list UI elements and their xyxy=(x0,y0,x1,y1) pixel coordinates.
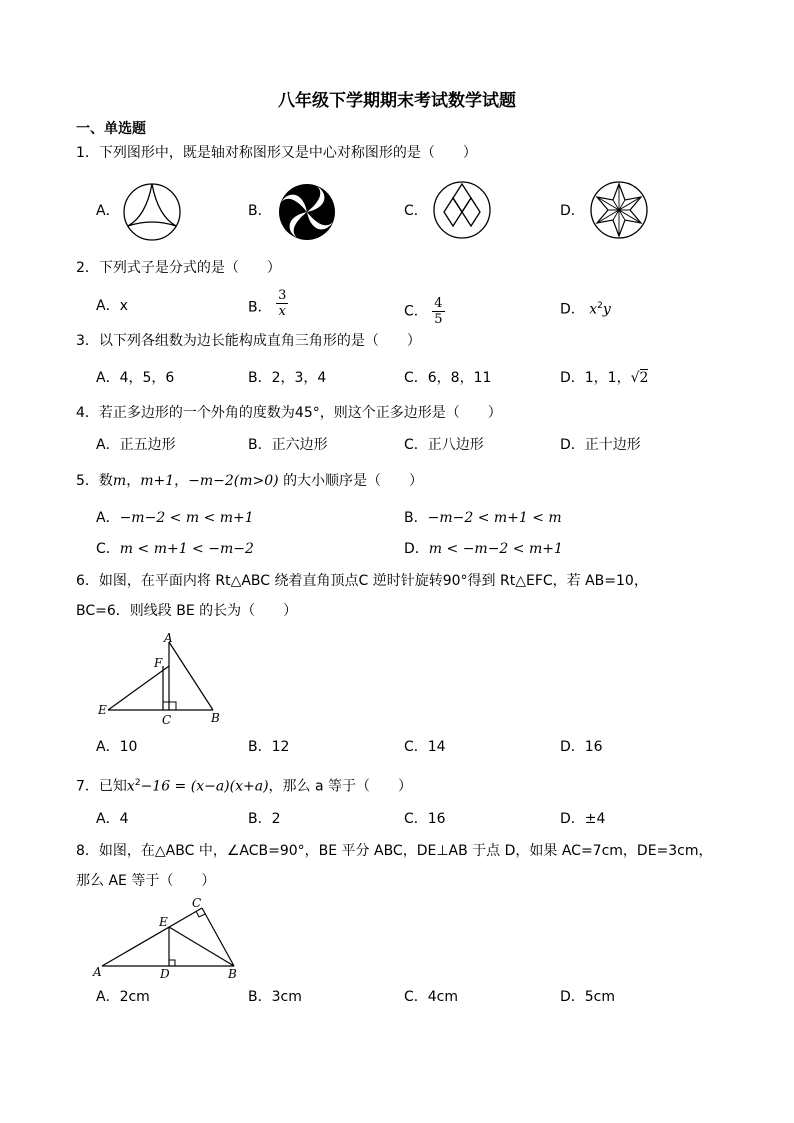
q3-option-d xyxy=(560,368,648,388)
q2-option-d-exponent: 2 xyxy=(597,301,603,311)
q4-option-a: A．正五边形 xyxy=(96,437,176,453)
q8-stem-line2: 那么 AE 等于（ ） xyxy=(76,873,216,889)
q5-option-c-expr: m < m+1 < −m−2 xyxy=(119,541,254,557)
q6-option-c: C．14 xyxy=(404,739,446,755)
q5-stem-m: m xyxy=(112,473,127,489)
q6-stem-line1: 6．如图，在平面内将 Rt△ABC 绕着直角顶点C 逆时针旋转90°得到 Rt△EFC，若 AB=10， xyxy=(76,573,648,589)
q2-option-d-base: x xyxy=(589,301,598,318)
q1-option-c-label: C． xyxy=(404,203,428,219)
q8-fig-label-c: C xyxy=(192,896,202,910)
q6-stem-line2: BC=6．则线段 BE 的长为（ ） xyxy=(76,603,298,619)
q7-option-c: C．16 xyxy=(404,811,446,827)
q2-option-b xyxy=(248,288,288,319)
q5-option-d xyxy=(404,539,563,559)
section-heading: 一、单选题 xyxy=(76,121,146,137)
q5-option-a xyxy=(96,508,254,528)
q5-stem-prefix: 5．数 xyxy=(76,473,113,489)
q7-stem xyxy=(76,773,412,797)
q1-option-d-label: D． xyxy=(560,203,585,219)
q5-stem-expr: −m−2(m>0) xyxy=(188,473,279,489)
q2-option-c-fraction xyxy=(432,296,444,327)
q6-fig-label-c: C xyxy=(162,713,172,727)
q2-option-d-tail: y xyxy=(602,301,611,318)
q4-option-b: B．正六边形 xyxy=(248,437,328,453)
q7-stem-prefix: 7．已知 xyxy=(76,778,127,795)
q3-option-d-label: D．1，1， xyxy=(560,370,631,386)
q7-option-d: D．±4 xyxy=(560,811,606,827)
q7-x: x xyxy=(126,778,135,795)
q5-stem-sep2: ， xyxy=(174,473,189,489)
q7-exponent: 2 xyxy=(134,778,141,788)
q7-stem-suffix: ，那么 a 等于（ ） xyxy=(268,778,413,795)
q3-stem: 3．以下列各组数为边长能构成直角三角形的是（ ） xyxy=(76,333,421,349)
q6-fig-label-a: A xyxy=(164,631,173,645)
q8-fig-label-d: D xyxy=(160,967,170,981)
q8-option-d: D．5cm xyxy=(560,989,616,1005)
q3-option-d-radicand: 2 xyxy=(639,370,649,386)
q1-option-b-label: B． xyxy=(248,203,272,219)
q1-stem: 1．下列图形中，既是轴对称图形又是中心对称图形的是（ ） xyxy=(76,145,477,161)
q6-fig-label-b: B xyxy=(211,711,220,725)
q5-option-c-label: C． xyxy=(96,541,120,557)
q5-option-b-expr: −m−2 < m+1 < m xyxy=(427,510,562,526)
q3-option-a: A．4，5，6 xyxy=(96,370,175,386)
q2-option-b-denominator: x xyxy=(278,304,286,319)
q8-fig-label-b: B xyxy=(228,967,237,981)
q2-option-c-label: C． xyxy=(404,303,428,320)
q2-option-c-denominator: 5 xyxy=(434,312,443,327)
sqrt-sign-icon: √ xyxy=(630,370,640,386)
q6-option-d: D．16 xyxy=(560,739,603,755)
q1-option-c-figure xyxy=(432,180,492,240)
q8-option-b: B．3cm xyxy=(248,989,302,1005)
q1-option-b-figure xyxy=(277,182,337,242)
q2-option-c xyxy=(404,296,445,327)
q7-equation: −16 = (x−a)(x+a) xyxy=(140,778,269,795)
q2-option-b-numerator: 3 xyxy=(278,288,287,303)
q8-fig-label-e: E xyxy=(159,915,168,929)
q1-option-a-figure xyxy=(122,182,182,242)
q5-option-c xyxy=(96,539,254,559)
q6-option-a: A．10 xyxy=(96,739,138,755)
q1-option-d-figure xyxy=(589,180,649,240)
q6-fig-label-e: E xyxy=(98,703,107,717)
q3-option-c: C．6，8，11 xyxy=(404,370,492,386)
q6-figure xyxy=(96,632,226,728)
q2-option-d-label: D． xyxy=(560,301,585,318)
q8-fig-label-a: A xyxy=(93,965,102,979)
q5-stem-suffix: 的大小顺序是（ ） xyxy=(283,473,424,489)
q5-option-d-label: D． xyxy=(404,541,429,557)
q2-option-a: A．x xyxy=(96,298,128,314)
q5-option-b-label: B． xyxy=(404,510,428,526)
q2-option-d xyxy=(560,296,611,320)
q5-stem-m1: m+1 xyxy=(140,473,175,489)
q8-figure xyxy=(92,896,252,982)
q5-stem xyxy=(76,471,423,491)
q4-stem: 4．若正多边形的一个外角的度数为45°，则这个正多边形是（ ） xyxy=(76,405,502,421)
q6-fig-label-f: F xyxy=(154,656,163,670)
q7-option-a: A．4 xyxy=(96,811,129,827)
q2-option-c-numerator: 4 xyxy=(434,296,443,311)
q5-option-a-label: A． xyxy=(96,510,120,526)
q4-option-c: C．正八边形 xyxy=(404,437,484,453)
page-title: 八年级下学期期末考试数学试题 xyxy=(278,91,516,111)
q5-stem-sep1: ， xyxy=(126,473,141,489)
q5-option-a-expr: −m−2 < m < m+1 xyxy=(119,510,254,526)
q5-option-b xyxy=(404,508,562,528)
q5-option-d-expr: m < −m−2 < m+1 xyxy=(428,541,563,557)
q2-option-b-fraction xyxy=(276,288,288,319)
q8-stem-line1: 8．如图，在△ABC 中，∠ACB=90°，BE 平分 ABC，DE⊥AB 于点 D，如果 AC=7cm，DE=3cm， xyxy=(76,843,713,859)
q2-option-b-label: B． xyxy=(248,299,272,316)
q6-option-b: B．12 xyxy=(248,739,290,755)
q2-stem: 2．下列式子是分式的是（ ） xyxy=(76,260,281,276)
q4-option-d: D．正十边形 xyxy=(560,437,641,453)
q8-option-c: C．4cm xyxy=(404,989,459,1005)
q3-option-b: B．2，3，4 xyxy=(248,370,327,386)
q7-option-b: B．2 xyxy=(248,811,281,827)
q8-option-a: A．2cm xyxy=(96,989,150,1005)
q1-option-a-label: A． xyxy=(96,203,120,219)
